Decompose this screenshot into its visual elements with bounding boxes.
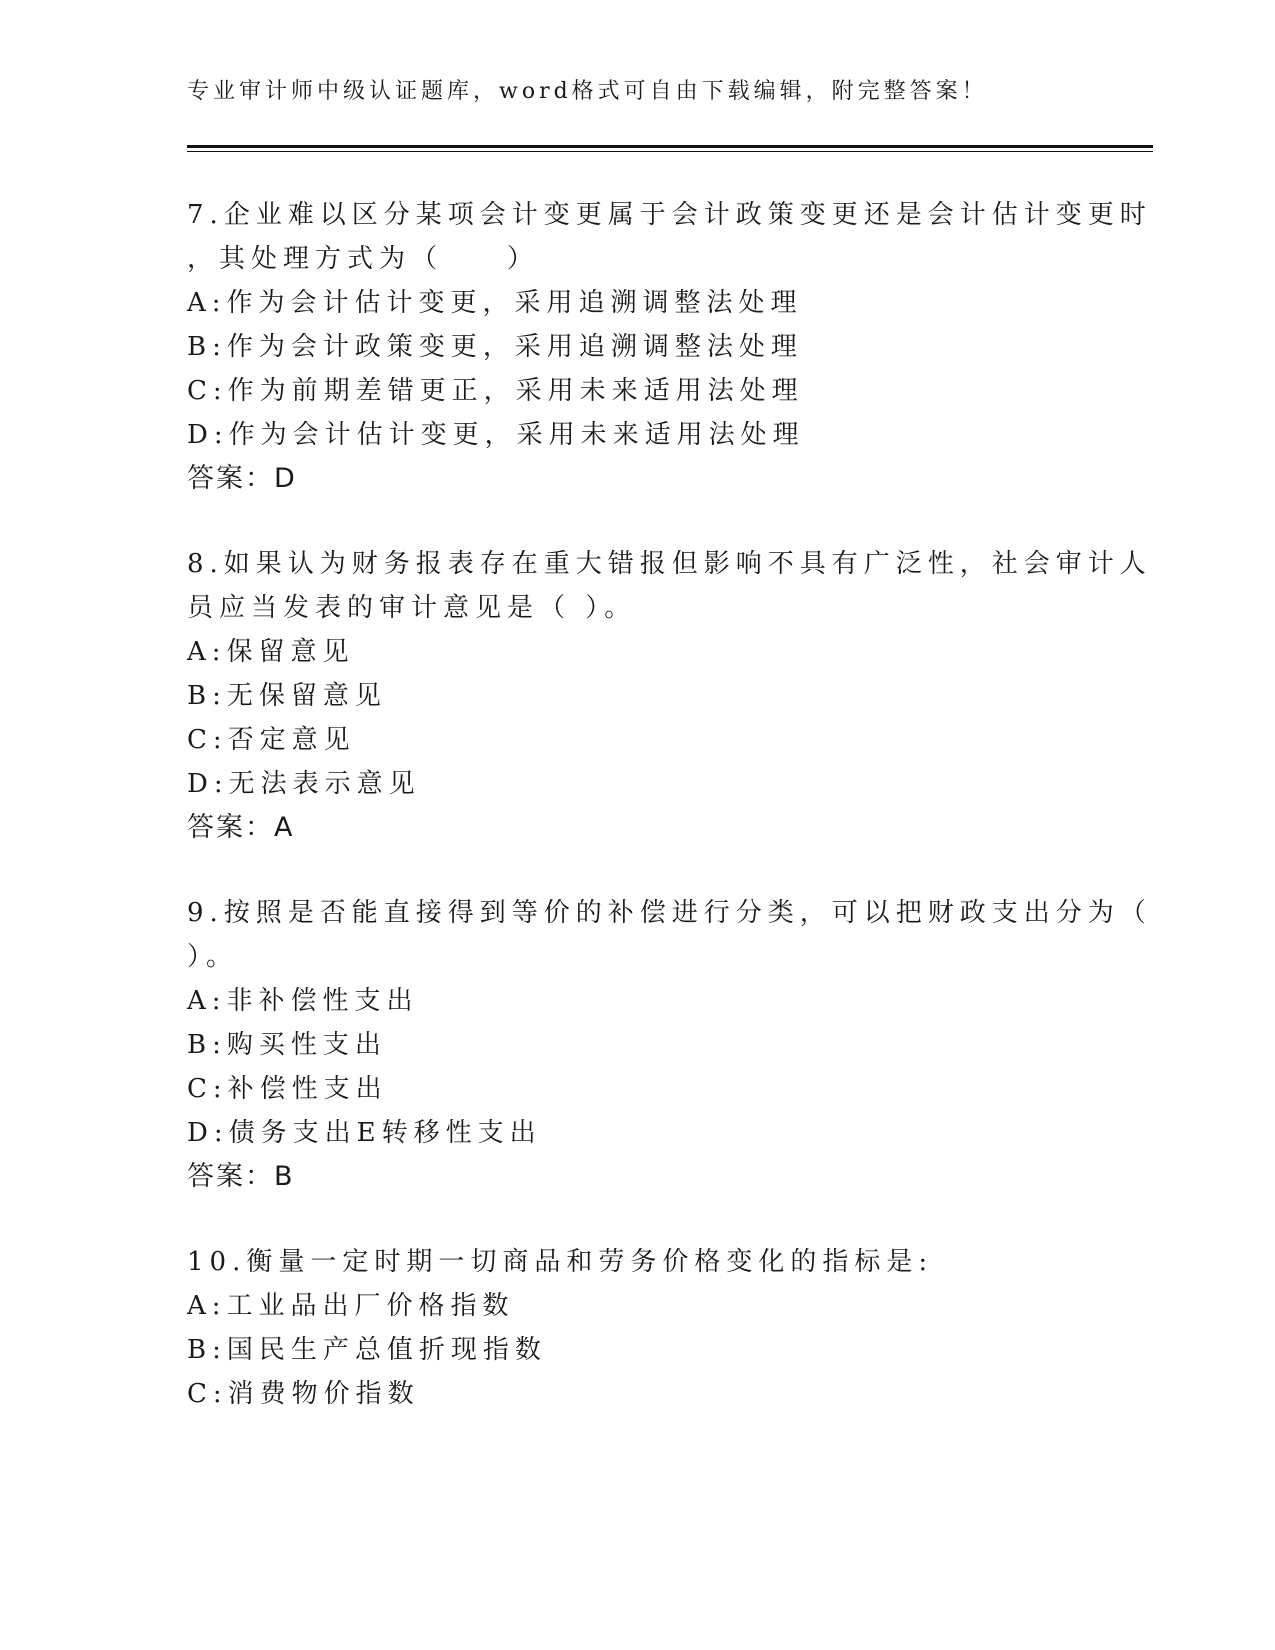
option-b: B:购买性支出 <box>187 1030 387 1060</box>
header-rule <box>187 145 1153 148</box>
option-a: A:作为会计估计变更，采用追溯调整法处理 <box>187 288 803 318</box>
question-stem: 员应当发表的审计意见是（ ）。 <box>187 593 637 623</box>
option-c: C:否定意见 <box>187 725 356 755</box>
option-a: A:保留意见 <box>187 637 355 667</box>
option-b: B:无保留意见 <box>187 681 387 711</box>
question-stem: 10.衡量一定时期一切商品和劳务价格变化的指标是: <box>187 1247 934 1277</box>
question-stem: 7.企业难以区分某项会计变更属于会计政策变更还是会计估计变更时 <box>187 200 1152 230</box>
option-b: B:国民生产总值折现指数 <box>187 1335 547 1365</box>
option-b: B:作为会计政策变更，采用追溯调整法处理 <box>187 332 803 362</box>
option-a: A:工业品出厂价格指数 <box>187 1291 515 1321</box>
answer: 答案：B <box>187 1161 295 1192</box>
answer: 答案：A <box>187 812 295 843</box>
option-d: D:作为会计估计变更，采用未来适用法处理 <box>187 420 805 450</box>
question-stem: ，其处理方式为（ ） <box>187 244 540 274</box>
question-stem: ）。 <box>187 942 239 972</box>
answer: 答案：D <box>187 463 297 494</box>
question-stem: 9.按照是否能直接得到等价的补偿进行分类，可以把财政支出分为（ <box>187 898 1152 928</box>
page-header: 专业审计师中级认证题库，word格式可自由下载编辑，附完整答案！ <box>187 79 988 104</box>
question-stem: 8.如果认为财务报表存在重大错报但影响不具有广泛性，社会审计人 <box>187 549 1152 579</box>
option-c: C:补偿性支出 <box>187 1074 388 1104</box>
option-d: D:债务支出E转移性支出 <box>187 1118 542 1148</box>
option-c: C:消费物价指数 <box>187 1379 420 1409</box>
header-rule-thin <box>187 151 1153 152</box>
option-c: C:作为前期差错更正，采用未来适用法处理 <box>187 376 804 406</box>
option-d: D:无法表示意见 <box>187 769 421 799</box>
option-a: A:非补偿性支出 <box>187 986 419 1016</box>
